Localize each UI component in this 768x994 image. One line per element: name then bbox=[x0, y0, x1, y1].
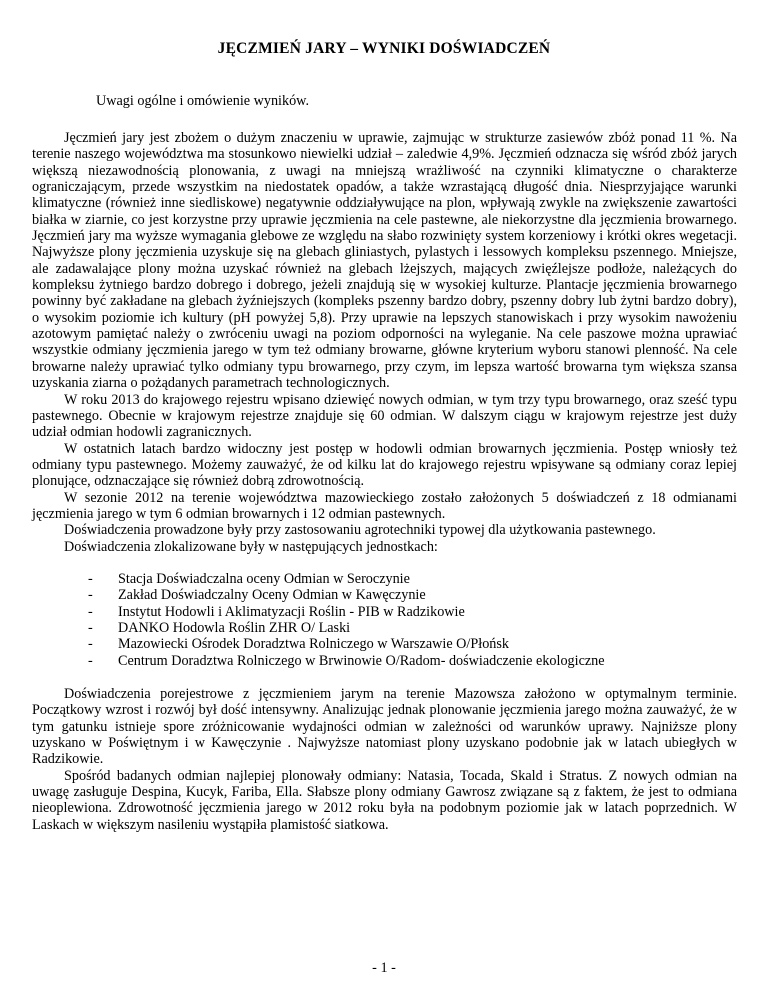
list-item bbox=[32, 587, 737, 603]
list-item-text: DANKO Hodowla Roślin ZHR O/ Laski bbox=[118, 619, 351, 636]
document-title: JĘCZMIEŃ JARY – WYNIKI DOŚWIADCZEŃ bbox=[217, 40, 551, 57]
paragraph: Spośród badanych odmian najlepiej plonowały odmiany: Natasia, Tocada, Skald i Stratus. Z nowych odmian na uwagę zasługuje Despina, Kucyk, Fariba, Ella. Słabsze plony odmiany Gawrosz związane są z faktem, że jest to odmiana nieoplewiona. Zdrowotność jęczmienia jarego w 2012 roku była na podobnym poziomie jak w latach poprzednich. W Laskach w większym nasileniu wystąpiła plamistość siatkowa. bbox=[32, 767, 737, 833]
list-marker: - bbox=[88, 619, 93, 636]
list-item-text: Mazowiecki Ośrodek Doradztwa Rolniczego w Warszawie O/Płońsk bbox=[118, 636, 510, 653]
list-item bbox=[32, 636, 737, 652]
list-item-text: Zakład Doświadczalny Oceny Odmian w Kawęczynie bbox=[118, 587, 426, 604]
page-number: - 1 - bbox=[372, 960, 396, 976]
list-item bbox=[32, 571, 737, 587]
paragraph: W sezonie 2012 na terenie województwa mazowieckiego zostało założonych 5 doświadczeń z 18 odmianami jęczmienia jarego w tym 6 odmian browarnych i 12 odmian pastewnych. bbox=[32, 489, 737, 522]
list-item bbox=[32, 653, 737, 669]
list-marker: - bbox=[88, 636, 93, 653]
list-marker: - bbox=[88, 652, 93, 669]
paragraph: Doświadczenia porejestrowe z jęczmieniem jarym na terenie Mazowsza założono w optymalnym terminie. Początkowy wzrost i rozwój był dość intensywny. Analizując jednak plonowanie jęczmienia jarego można zauważyć, że w tym gatunku istnieje spore zróżnicowanie wydajności odmian w zależności od warunków uprawy. Najniższe plony uzyskano w Poświętnym i w Kawęczynie . Najwyższe natomiast plony uzyskano podobnie jak w latach ubiegłych w Radzikowie. bbox=[32, 686, 737, 768]
paragraph: W ostatnich latach bardzo widoczny jest postęp w hodowli odmian browarnych jęczmienia. Postęp wniosły też odmiany typu pastewnego. Możemy zauważyć, że od kilku lat do krajowego rejestru wpisywane są odmiany coraz lepiej plonujące, odznaczające się również dobrą zdrowotnością. bbox=[32, 440, 737, 490]
list-item-text: Centrum Doradztwa Rolniczego w Brwinowie O/Radom- doświadczenie ekologiczne bbox=[118, 652, 605, 669]
document-body bbox=[32, 130, 737, 833]
list-item-text: Stacja Doświadczalna oceny Odmian w Seroczynie bbox=[118, 570, 410, 587]
paragraph: Jęczmień jary jest zbożem o dużym znaczeniu w uprawie, zajmując w strukturze zasiewów zbóż ponad 11 %. Na terenie naszego województwa ma stosunkowo niewielki udział – zaledwie 4,9%. Jęczmień odznacza się wśród zbóż jarych większą niezawodnością plonowania, z uwagi na mniejszą wrażliwość na czynniki klimatyczne o charakterze ograniczającym, przede wszystkim na niedostatek opadów, a także wzrastającą długość dnia. Niesprzyjające warunki klimatyczne (również inne siedliskowe) negatywnie oddziaływujące na plon, wpływają zwykle na zwiększenie zawartości białka w ziarnie, co jest korzystne przy uprawie jęczmienia na cele pastewne, ale niekorzystne dla jęczmienia browarnego. Jęczmień jary ma wyższe wymagania glebowe ze względu na słabo rozwinięty system korzeniowy i krótki okres wegetacji. Najwyższe plony jęczmienia uzyskuje się na glebach gliniastych, pylastych i lessowych kompleksu pszennego. Mniejsze, ale zadawalające plony można uzyskać również na glebach lżejszych, mających zwięźlejsze podłoże, należących do kompleksu żytniego bardzo dobrego i dobrego, jeżeli znajdują się w wysokiej kulturze. Plantacje jęczmienia browarnego powinny być zakładane na glebach żyźniejszych (kompleks pszenny bardzo dobry, pszenny dobry lub żytni bardzo dobry), o wysokim poziomie ich kultury (pH powyżej 5,8). Przy uprawie na lepszych stanowiskach i przy wysokim nawożeniu azotowym pamiętać należy o zwróceniu uwagi na poziom odporności na wyleganie. Na cele paszowe można uprawiać wszystkie odmiany jęczmienia jarego w tym też odmiany browarne, główne kryterium wyboru stanowi plenność. Na cele browarne należy uprawiać tylko odmiany typu browarnego, przy czym, im lepsza wartość browarna tym większa szansa uzyskania ziarna o pożądanych parametrach technologicznych. bbox=[32, 130, 737, 392]
paragraph: Doświadczenia prowadzone były przy zastosowaniu agrotechniki typowej dla użytkowania pastewnego. bbox=[64, 522, 656, 539]
list-marker: - bbox=[88, 587, 93, 604]
paragraph: W roku 2013 do krajowego rejestru wpisano dziewięć nowych odmian, w tym trzy typu browarnego, oraz sześć typu pastewnego. Obecnie w krajowym rejestrze znajduje się 60 odmian. W dalszym ciągu w krajowym rejestrze jest duży udział odmian hodowli zagranicznych. bbox=[32, 391, 737, 441]
paragraph: Doświadczenia zlokalizowane były w następujących jednostkach: bbox=[64, 538, 438, 555]
list-marker: - bbox=[88, 603, 93, 620]
list-item-text: Instytut Hodowli i Aklimatyzacji Roślin - PIB w Radzikowie bbox=[118, 603, 465, 620]
list-item bbox=[32, 620, 737, 636]
list-item bbox=[32, 604, 737, 620]
list-marker: - bbox=[88, 570, 93, 587]
locations-list bbox=[32, 571, 737, 669]
section-subtitle: Uwagi ogólne i omówienie wyników. bbox=[96, 93, 310, 109]
